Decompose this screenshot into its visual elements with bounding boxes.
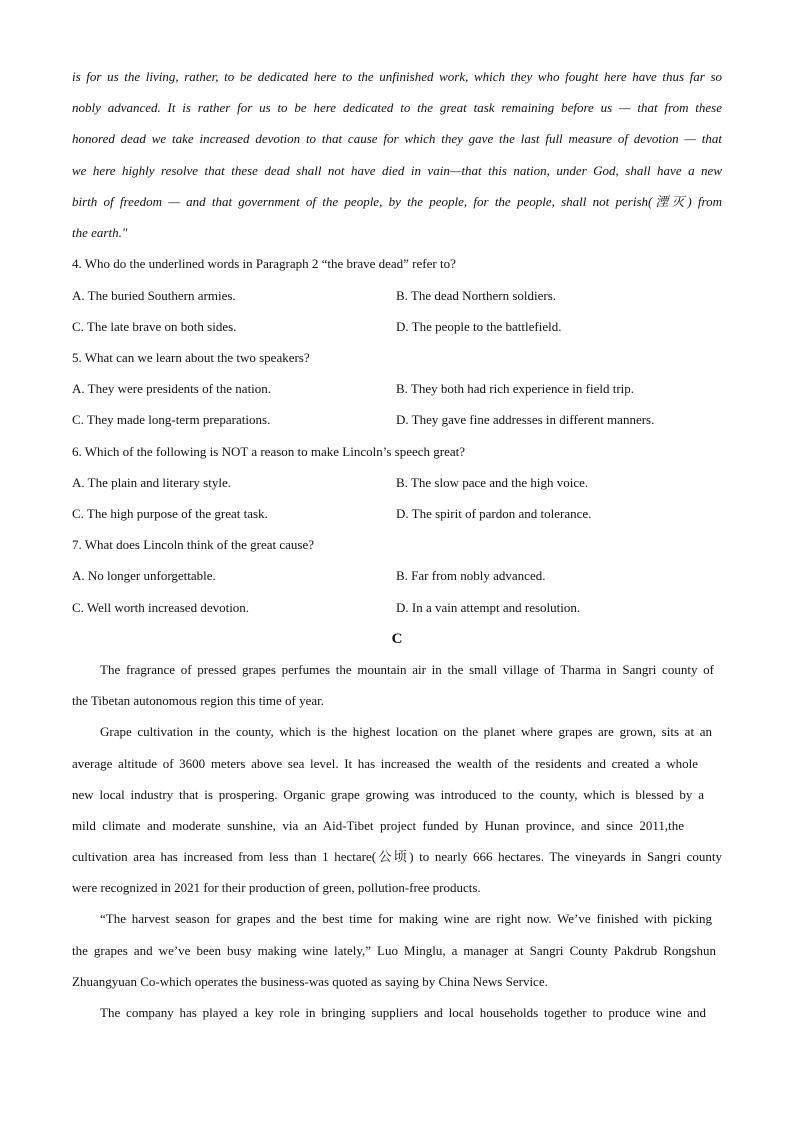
option-b: B. The slow pace and the high voice. (396, 475, 589, 490)
paragraph-line: were recognized in 2021 for their production of green, pollution-free products. (72, 880, 481, 895)
paragraph-line: average altitude of 3600 meters above sea level. It has increased the wealth of the residents and created a whole (72, 756, 698, 771)
option-b: B. The dead Northern soldiers. (396, 288, 557, 303)
paragraph-line: new local industry that is prospering. Organic grape growing was introduced to the county, which is blessed by a (72, 787, 704, 802)
quote-line: nobly advanced. It is rather for us to be here dedicated to the great task remaining before us — that from these (72, 100, 722, 115)
paragraph-line: The company has played a key role in bringing suppliers and local households together to produce wine and (100, 1005, 706, 1020)
section-c-heading: C (391, 631, 403, 647)
option-d: D. In a vain attempt and resolution. (396, 600, 581, 615)
paragraph-line: The fragrance of pressed grapes perfumes the mountain air in the small village of Tharma in Sangri county of (100, 662, 714, 677)
option-d: D. The spirit of pardon and tolerance. (396, 506, 592, 521)
question-stem: 7. What does Lincoln think of the great cause? (72, 537, 314, 552)
quote-line: birth of freedom — and that government of the people, by the people, for the people, shall not perish(湮灭) from (72, 194, 722, 209)
option-a: A. No longer unforgettable. (72, 568, 216, 583)
option-a: A. They were presidents of the nation. (72, 381, 272, 396)
option-d: D. They gave fine addresses in different manners. (396, 412, 655, 427)
quote-line: the earth." (72, 225, 128, 240)
paragraph-line: cultivation area has increased from less than 1 hectare(公顷) to nearly 666 hectares. The vineyards in Sangri county (72, 849, 722, 864)
option-c: C. They made long-term preparations. (72, 412, 271, 427)
paragraph-line: the grapes and we’ve been busy making wine lately,” Luo Minglu, a manager at Sangri County Pakdrub Rongshun (72, 943, 716, 958)
option-a: A. The plain and literary style. (72, 475, 231, 490)
paragraph-line: Grape cultivation in the county, which is the highest location on the planet where grapes are grown, sits at an (100, 724, 712, 739)
quote-line: honored dead we take increased devotion to that cause for which they gave the last full measure of devotion — that (72, 131, 722, 146)
option-b: B. They both had rich experience in field trip. (396, 381, 635, 396)
question-stem: 6. Which of the following is NOT a reason to make Lincoln’s speech great? (72, 444, 466, 459)
option-c: C. Well worth increased devotion. (72, 600, 250, 615)
option-c: C. The late brave on both sides. (72, 319, 237, 334)
option-b: B. Far from nobly advanced. (396, 568, 546, 583)
quote-line: is for us the living, rather, to be dedicated here to the unfinished work, which they who fought here have thus far so (72, 69, 722, 84)
question-stem: 4. Who do the underlined words in Paragraph 2 “the brave dead” refer to? (72, 256, 456, 271)
paragraph-line: mild climate and moderate sunshine, via an Aid-Tibet project funded by Hunan province, and since 2011,the (72, 818, 684, 833)
quote-line: we here highly resolve that these dead shall not have died in vain—that this nation, under God, shall have a new (72, 163, 722, 178)
paragraph-line: the Tibetan autonomous region this time of year. (72, 693, 325, 708)
option-d: D. The people to the battlefield. (396, 319, 562, 334)
option-a: A. The buried Southern armies. (72, 288, 236, 303)
paragraph-line: “The harvest season for grapes and the best time for making wine are right now. We’ve finished with picking (100, 911, 712, 926)
question-stem: 5. What can we learn about the two speakers? (72, 350, 310, 365)
paragraph-line: Zhuangyuan Co-which operates the business-was quoted as saying by China News Service. (72, 974, 548, 989)
option-c: C. The high purpose of the great task. (72, 506, 268, 521)
